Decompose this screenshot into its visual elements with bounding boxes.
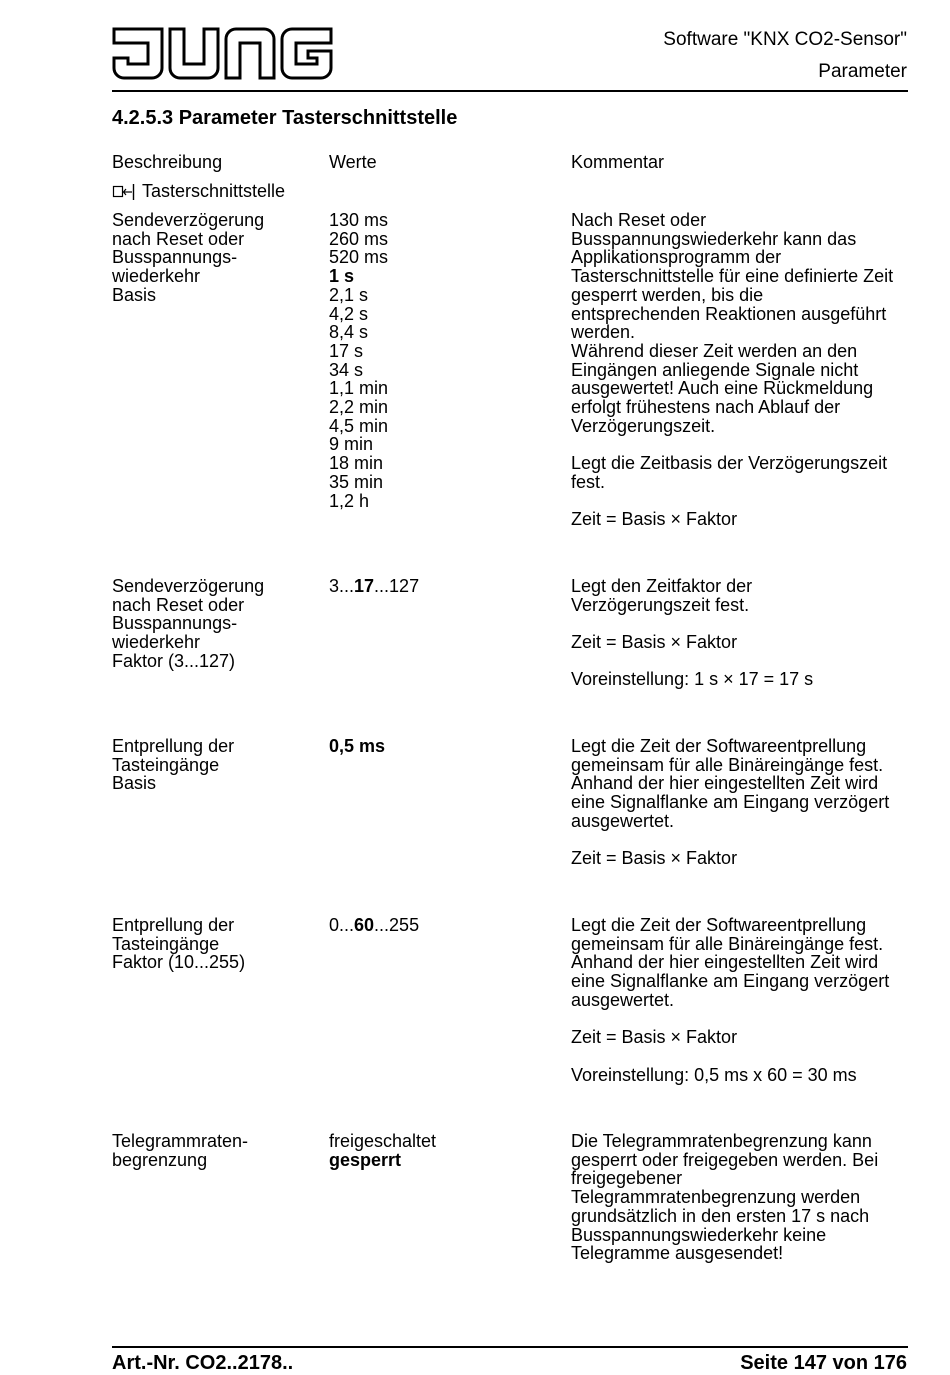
comment-line: eine Signalflanke am Eingang verzögert xyxy=(571,792,890,813)
value-option xyxy=(329,1151,559,1170)
section-title: 4.2.5.3 Parameter Tasterschnittstelle xyxy=(112,107,458,129)
value-option xyxy=(329,454,559,473)
comment-line: Legt den Zeitfaktor der xyxy=(571,576,753,596)
description-line: Tasteingänge xyxy=(112,754,220,775)
description-line: Entprellung der xyxy=(112,915,235,935)
comment-line: Legt die Zeitbasis der Verzögerungszeit xyxy=(571,453,888,474)
value-text: 4,5 min xyxy=(329,415,389,436)
value-text: 35 min xyxy=(329,471,384,492)
description-line: nach Reset oder xyxy=(112,594,245,615)
default-value: gesperrt xyxy=(329,1149,402,1170)
value-option xyxy=(329,398,559,417)
value-option xyxy=(329,267,559,286)
comment-line xyxy=(571,1047,916,1066)
comment-line: Legt die Zeit der Softwareentprellung xyxy=(571,736,867,756)
value-option xyxy=(329,286,559,305)
value-text: 34 s xyxy=(329,359,364,380)
value-option xyxy=(329,916,559,935)
jung-logo xyxy=(112,26,334,82)
parameter-folder-icon xyxy=(112,183,138,201)
value-option xyxy=(329,492,559,511)
comment-line: gemeinsam für alle Binäreingänge fest. xyxy=(571,933,884,954)
row-5-comment xyxy=(571,1132,916,1263)
row-4-description xyxy=(112,916,312,972)
description-line: Sendeverzögerung xyxy=(112,576,265,596)
value-option xyxy=(329,361,559,380)
comment-line xyxy=(571,614,916,633)
description-line: Faktor (3...127) xyxy=(112,650,236,671)
value-text: 1,2 h xyxy=(329,490,370,511)
description-line: Entprellung der xyxy=(112,736,235,756)
column-header-werte: Werte xyxy=(329,152,377,172)
comment-line xyxy=(571,1010,916,1029)
comment-line xyxy=(571,435,916,454)
value-text: 0... xyxy=(329,915,355,935)
comment-line: werden. xyxy=(571,322,636,343)
value-option xyxy=(329,323,559,342)
row-5-values xyxy=(329,1132,559,1169)
value-text: 17 s xyxy=(329,340,364,361)
description-line: Tasteingänge xyxy=(112,933,220,954)
value-option xyxy=(329,211,559,230)
row-3-description xyxy=(112,737,312,793)
comment-line: Die Telegrammratenbegrenzung kann xyxy=(571,1131,872,1151)
row-5-description xyxy=(112,1132,312,1169)
value-text: 18 min xyxy=(329,453,384,474)
comment-line: Telegramme ausgesendet! xyxy=(571,1243,784,1264)
comment-line: ausgewertet! Auch eine Rückmeldung xyxy=(571,378,874,399)
value-text: 8,4 s xyxy=(329,322,369,343)
row-2-comment xyxy=(571,577,916,689)
value-text: 4,2 s xyxy=(329,303,369,324)
comment-line: Zeit = Basis × Faktor xyxy=(571,632,738,653)
value-text: 1,1 min xyxy=(329,378,389,399)
comment-line: Verzögerungszeit fest. xyxy=(571,594,750,615)
comment-line: Voreinstellung: 1 s × 17 = 17 s xyxy=(571,669,814,690)
comment-line: Nach Reset oder xyxy=(571,210,707,230)
comment-line xyxy=(571,652,916,671)
column-header-kommentar: Kommentar xyxy=(571,152,665,172)
comment-line: Telegrammratenbegrenzung werden xyxy=(571,1187,861,1208)
description-line: wiederkehr xyxy=(112,266,201,287)
comment-line: Zeit = Basis × Faktor xyxy=(571,848,738,869)
value-text: 2,1 s xyxy=(329,284,369,305)
comment-line: Verzögerungszeit. xyxy=(571,415,716,436)
value-option xyxy=(329,737,559,756)
row-2-description xyxy=(112,577,312,671)
description-line: Faktor (10...255) xyxy=(112,952,246,973)
row-4-comment xyxy=(571,916,916,1084)
comment-line: Während dieser Zeit werden an den xyxy=(571,340,858,361)
row-1-description xyxy=(112,211,312,305)
default-value: 0,5 ms xyxy=(329,736,386,756)
description-line: Busspannungs- xyxy=(112,613,238,634)
value-text: 260 ms xyxy=(329,228,389,249)
value-text: ...127 xyxy=(374,576,420,596)
comment-line: gemeinsam für alle Binäreingänge fest. xyxy=(571,754,884,775)
description-line: Basis xyxy=(112,773,157,794)
value-text: freigeschaltet xyxy=(329,1131,437,1151)
comment-line: fest. xyxy=(571,471,606,492)
comment-line: freigegebener xyxy=(571,1168,683,1189)
default-value: 1 s xyxy=(329,266,355,287)
comment-line: gesperrt oder freigegeben werden. Bei xyxy=(571,1149,879,1170)
footer-rule xyxy=(112,1346,908,1348)
comment-line: Eingängen anliegende Signale nicht xyxy=(571,359,859,380)
row-3-comment xyxy=(571,737,916,868)
comment-line: Anhand der hier eingestellten Zeit wird xyxy=(571,773,879,794)
value-option xyxy=(329,379,559,398)
row-2-values xyxy=(329,577,559,596)
comment-line: erfolgt frühestens nach Ablauf der xyxy=(571,397,841,418)
row-1-comment xyxy=(571,211,916,529)
header-software-title: Software "KNX CO2-Sensor" xyxy=(663,29,907,50)
comment-line: Busspannungswiederkehr kann das xyxy=(571,228,857,249)
value-text: 130 ms xyxy=(329,210,389,230)
footer-page-number: Seite 147 von 176 xyxy=(740,1352,907,1374)
comment-line: gesperrt werden, bis die xyxy=(571,284,764,305)
comment-line: entsprechenden Reaktionen ausgeführt xyxy=(571,303,887,324)
value-option xyxy=(329,435,559,454)
description-line: begrenzung xyxy=(112,1149,208,1170)
default-value: 60 xyxy=(354,915,375,935)
row-4-values xyxy=(329,916,559,935)
description-line: Busspannungs- xyxy=(112,247,238,268)
comment-line: Tasterschnittstelle für eine definierte Zeit xyxy=(571,266,894,287)
comment-line: eine Signalflanke am Eingang verzögert xyxy=(571,971,890,992)
tree-item-tasterschnittstelle xyxy=(112,181,285,202)
comment-line: grundsätzlich in den ersten 17 s nach xyxy=(571,1205,870,1226)
header-section-label: Parameter xyxy=(818,61,907,82)
comment-line xyxy=(571,831,916,850)
value-option xyxy=(329,342,559,361)
value-option xyxy=(329,1132,559,1151)
value-option xyxy=(329,577,559,596)
description-line: nach Reset oder xyxy=(112,228,245,249)
footer-article-number: Art.-Nr. CO2..2178.. xyxy=(112,1352,294,1374)
comment-line: Zeit = Basis × Faktor xyxy=(571,509,738,530)
comment-line: ausgewertet. xyxy=(571,810,675,831)
value-text: 520 ms xyxy=(329,247,389,268)
value-option xyxy=(329,230,559,249)
value-option xyxy=(329,248,559,267)
description-line: Telegrammraten- xyxy=(112,1131,249,1151)
comment-line: Voreinstellung: 0,5 ms x 60 = 30 ms xyxy=(571,1064,857,1085)
description-line: Basis xyxy=(112,284,157,305)
comment-line: Busspannungswiederkehr keine xyxy=(571,1224,827,1245)
value-text: 9 min xyxy=(329,434,374,455)
comment-line: Legt die Zeit der Softwareentprellung xyxy=(571,915,867,935)
default-value: 17 xyxy=(354,576,375,596)
comment-line: ausgewertet. xyxy=(571,989,675,1010)
description-line: Sendeverzögerung xyxy=(112,210,265,230)
value-text: 3... xyxy=(329,576,355,596)
row-3-values xyxy=(329,737,559,756)
row-1-values xyxy=(329,211,559,510)
comment-line: Applikationsprogramm der xyxy=(571,247,782,268)
comment-line: Anhand der hier eingestellten Zeit wird xyxy=(571,952,879,973)
value-option xyxy=(329,305,559,324)
column-header-beschreibung: Beschreibung xyxy=(112,152,223,172)
jung-logo-graphic xyxy=(112,26,334,82)
comment-line: Zeit = Basis × Faktor xyxy=(571,1027,738,1048)
header-rule xyxy=(112,90,908,92)
value-text: ...255 xyxy=(374,915,420,935)
value-text: 2,2 min xyxy=(329,397,389,418)
description-line: wiederkehr xyxy=(112,632,201,653)
tree-item-label: Tasterschnittstelle xyxy=(142,181,286,201)
value-option xyxy=(329,473,559,492)
value-option xyxy=(329,417,559,436)
comment-line xyxy=(571,492,916,511)
